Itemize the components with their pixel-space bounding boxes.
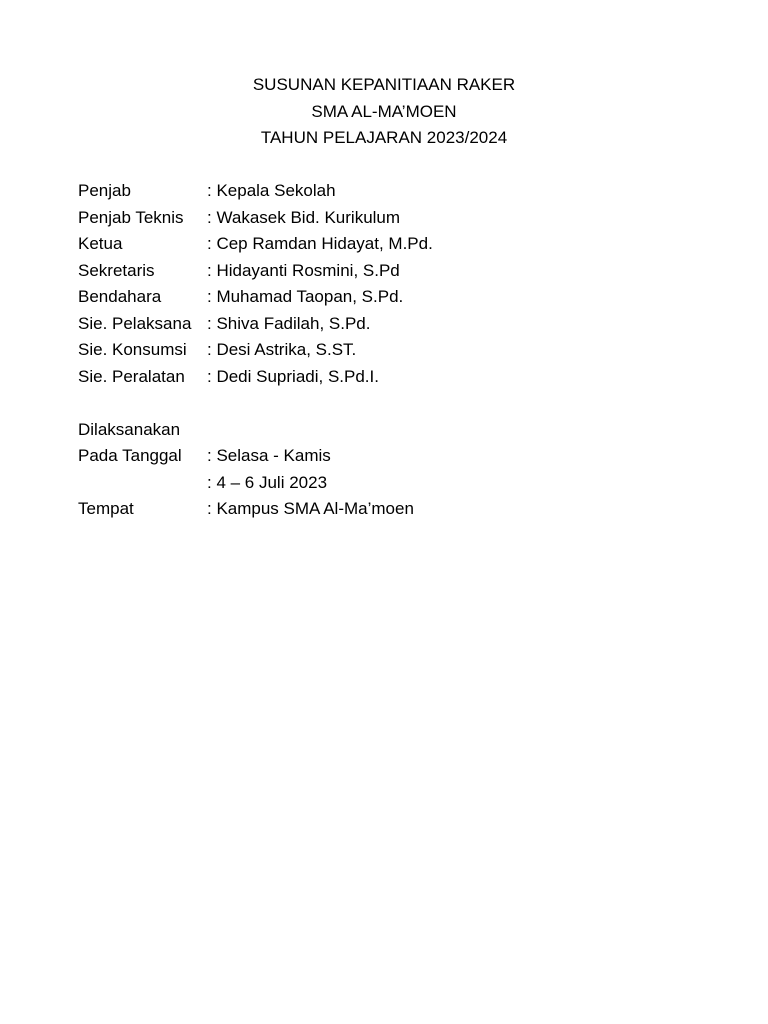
schedule-heading: Dilaksanakan xyxy=(78,419,181,439)
date-row xyxy=(78,443,698,470)
role-value: : Muhamad Taopan, S.Pd. xyxy=(207,287,404,306)
role-label: Sie. Peralatan xyxy=(78,366,185,386)
days-value: : Selasa - Kamis xyxy=(207,446,331,465)
committee-row xyxy=(78,258,698,285)
role-value: : Dedi Supriadi, S.Pd.I. xyxy=(207,366,379,386)
role-label: Sekretaris xyxy=(78,260,155,280)
committee-row xyxy=(78,337,698,364)
role-label: Penjab xyxy=(78,181,131,200)
role-value: : Cep Ramdan Hidayat, M.Pd. xyxy=(207,234,433,253)
role-value: : Kepala Sekolah xyxy=(207,181,336,200)
committee-row xyxy=(78,364,698,391)
empty-label xyxy=(78,470,207,497)
blank-line xyxy=(78,390,698,417)
role-label: Sie. Pelaksana xyxy=(78,313,192,333)
role-value: : Shiva Fadilah, S.Pd. xyxy=(207,313,371,333)
role-value: : Hidayanti Rosmini, S.Pd xyxy=(207,260,400,280)
place-value: : Kampus SMA Al-Ma’moen xyxy=(207,499,414,518)
role-value: : Desi Astrika, S.ST. xyxy=(207,340,357,359)
dates-value: : 4 – 6 Juli 2023 xyxy=(207,472,328,492)
committee-row xyxy=(78,284,698,311)
role-label: Bendahara xyxy=(78,287,162,306)
place-row xyxy=(78,496,698,523)
place-label: Tempat xyxy=(78,499,134,518)
committee-row xyxy=(78,178,698,205)
document-title xyxy=(0,72,768,152)
title-line-2: SMA AL-MA’MOEN xyxy=(311,101,457,121)
title-line-3: TAHUN PELAJARAN 2023/2024 xyxy=(260,128,508,147)
date-label: Pada Tanggal xyxy=(78,446,182,465)
committee-row xyxy=(78,231,698,258)
role-label: Penjab Teknis xyxy=(78,207,184,227)
role-label: Ketua xyxy=(78,234,123,253)
schedule-heading-row xyxy=(78,417,698,444)
dates-row xyxy=(78,470,698,497)
role-value: : Wakasek Bid. Kurikulum xyxy=(207,207,401,227)
committee-row xyxy=(78,311,698,338)
committee-row xyxy=(78,205,698,232)
role-label: Sie. Konsumsi xyxy=(78,340,187,359)
committee-list xyxy=(78,178,698,523)
title-line-1: SUSUNAN KEPANITIAAN RAKER xyxy=(252,75,516,94)
